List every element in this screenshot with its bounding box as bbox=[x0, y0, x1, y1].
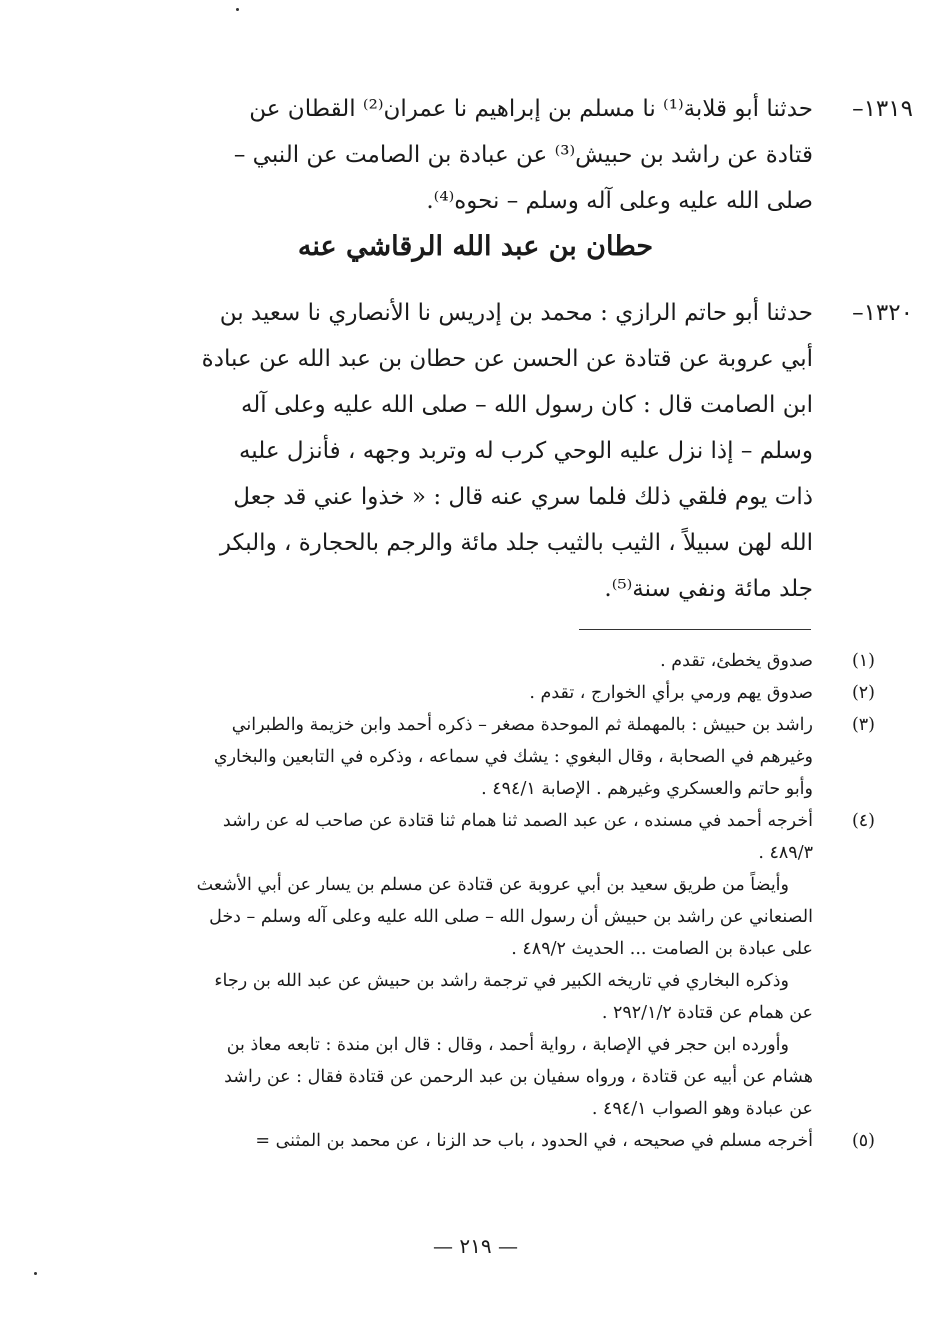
footnote-number: (٤) bbox=[851, 811, 875, 831]
footnote-line: عن عبادة وهو الصواب ٤٩٤/١ . bbox=[591, 1099, 813, 1119]
footnote-line: وأبو حاتم والعسكري وغيرهم . الإصابة ٤٩٤/١ . bbox=[481, 779, 813, 799]
footnote-number: (٥) bbox=[851, 1131, 875, 1151]
footnote-line: صدوق يهم ورمي برأي الخوارج ، تقدم . bbox=[529, 683, 813, 703]
hadith-line: جلد مائة ونفي سنة⁽⁵⁾. bbox=[604, 576, 813, 602]
footnotes bbox=[123, 645, 875, 1157]
footnote-line: صدوق يخطئ، تقدم . bbox=[660, 651, 813, 671]
footnote-line: وأيضاً من طريق سعيد بن أبي عروبة عن قتادة عن مسلم بن يسار عن أبي الأشعث bbox=[196, 875, 789, 895]
footnote-3 bbox=[123, 709, 875, 805]
hadith-line: قتادة عن راشد بن حبيش⁽³⁾ عن عبادة بن الصامت عن النبي – bbox=[233, 142, 813, 168]
section-title: حطان بن عبد الله الرقاشي عنه bbox=[297, 231, 654, 262]
footnote-number: (٢) bbox=[851, 683, 875, 703]
footnote-line: وأورده ابن حجر في الإصابة ، رواية أحمد ، وقال : قال ابن مندة : تابعه معاذ بن bbox=[226, 1035, 789, 1055]
footnote-4 bbox=[123, 805, 875, 1125]
hadith-number: ١٣٢٠– bbox=[852, 300, 913, 326]
hadith-line: حدثنا أبو قلابة⁽¹⁾ نا مسلم بن إبراهيم نا عمران⁽²⁾ القطان عن bbox=[249, 96, 813, 122]
footnote-line: وغيرهم في الصحابة ، وقال البغوي : يشك في سماعه ، وذكره في التابعين والبخاري bbox=[213, 747, 813, 767]
hadith-line: الله لهن سبيلاً ، الثيب بالثيب جلد مائة والرجم بالحجارة ، والبكر bbox=[219, 530, 813, 556]
footnote-line: وذكره البخاري في تاريخه الكبير في ترجمة راشد بن حبيش عن عبد الله بن رجاء bbox=[214, 971, 789, 991]
footnote-number: (٣) bbox=[851, 715, 875, 735]
footnote-line: الصنعاني عن راشد بن حبيش أن رسول الله – صلى الله عليه وعلى آله وسلم – دخل bbox=[209, 907, 813, 927]
hadith-1320 bbox=[113, 290, 913, 612]
hadith-line: حدثنا أبو حاتم الرازي : محمد بن إدريس نا الأنصاري نا سعيد بن bbox=[219, 300, 813, 326]
footnote-line: أخرجه أحمد في مسنده ، عن عبد الصمد ثنا همام ثنا قتادة عن صاحب له عن راشد bbox=[222, 811, 813, 831]
footnote-line: عن همام عن قتادة ٢٩٢/١/٢ . bbox=[601, 1003, 813, 1023]
hadith-number: ١٣١٩– bbox=[852, 96, 913, 122]
hadith-line: ابن الصامت قال : كان رسول الله – صلى الله عليه وعلى آله bbox=[240, 392, 813, 418]
footnote-5 bbox=[123, 1125, 875, 1157]
footnote-number: (١) bbox=[851, 651, 875, 671]
hadith-line: وسلم – إذا نزل عليه الوحي كرب له وتربد وجهه ، فأنزل عليه bbox=[238, 438, 813, 464]
hadith-1319 bbox=[113, 86, 913, 224]
footnote-line: هشام عن أبيه عن قتادة ، ورواه سفيان بن عبد الرحمن عن قتادة فقال : عن راشد bbox=[224, 1067, 813, 1087]
page-number: — ٢١٩ — bbox=[433, 1234, 518, 1258]
footnote-1 bbox=[123, 645, 875, 677]
hadith-line: أبي عروبة عن قتادة عن الحسن عن حطان بن عبد الله عن عبادة bbox=[201, 346, 813, 372]
footnote-line: أخرجه مسلم في صحيحه ، في الحدود ، باب حد الزنا ، عن محمد بن المثنى = bbox=[255, 1131, 813, 1151]
footnote-line: ٤٨٩/٣ . bbox=[758, 843, 813, 863]
scan-speck bbox=[236, 8, 239, 11]
scan-speck bbox=[34, 1272, 37, 1275]
footnote-line: راشد بن حبيش : بالمهملة ثم الموحدة مصغر – ذكره أحمد وابن خزيمة والطبراني bbox=[231, 715, 813, 735]
footnote-separator bbox=[579, 629, 811, 630]
footnote-line: على عبادة بن الصامت ... الحديث ٤٨٩/٢ . bbox=[511, 939, 813, 959]
hadith-line: صلى الله عليه وعلى آله وسلم – نحوه⁽⁴⁾. bbox=[426, 188, 813, 214]
hadith-line: ذات يوم فلقي ذلك فلما سري عنه قال : « خذوا عني قد جعل bbox=[233, 484, 813, 510]
footnote-2 bbox=[123, 677, 875, 709]
